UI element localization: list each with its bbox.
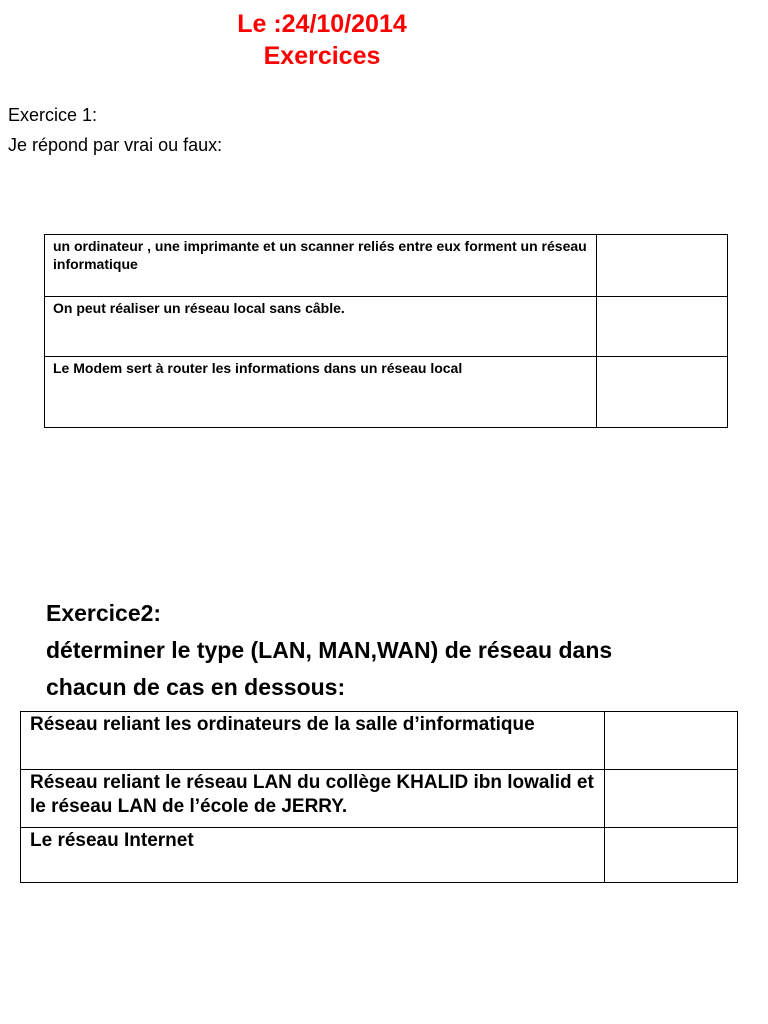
answer-cell[interactable] <box>605 828 738 883</box>
statement-cell: On peut réaliser un réseau local sans câble. <box>45 297 597 357</box>
date-heading: Le :24/10/2014 <box>237 10 407 38</box>
statement-cell: Le Modem sert à router les informations dans un réseau local <box>45 357 597 428</box>
page-title: Exercices <box>263 42 381 70</box>
statement-cell: Réseau reliant les ordinateurs de la salle d’informatique <box>21 712 605 770</box>
exercise2-table <box>20 711 738 883</box>
answer-cell[interactable] <box>605 712 738 770</box>
exercise2-heading <box>46 595 612 706</box>
table-row <box>45 357 728 428</box>
statement-cell: un ordinateur , une imprimante et un scanner reliés entre eux forment un réseau informatique <box>45 235 597 297</box>
exercise1-instruction: Je répond par vrai ou faux: <box>8 135 223 155</box>
table-row <box>21 712 738 770</box>
exercise2-instruction-line2: chacun de cas en dessous: <box>46 674 346 700</box>
exercise2-label: Exercice2: <box>46 600 162 626</box>
page-header <box>0 8 644 72</box>
answer-cell[interactable] <box>597 235 728 297</box>
table-row <box>21 828 738 883</box>
table-row <box>45 235 728 297</box>
statement-cell: Réseau reliant le réseau LAN du collège KHALID ibn lowalid et le réseau LAN de l’école de JERRY. <box>21 770 605 828</box>
answer-cell[interactable] <box>597 297 728 357</box>
exercise2-instruction-line1: déterminer le type (LAN, MAN,WAN) de réseau dans <box>46 637 613 663</box>
exercise1-table <box>44 234 728 428</box>
table-row <box>21 770 738 828</box>
answer-cell[interactable] <box>597 357 728 428</box>
answer-cell[interactable] <box>605 770 738 828</box>
table-row <box>45 297 728 357</box>
exercise1-intro <box>8 100 222 160</box>
statement-cell: Le réseau Internet <box>21 828 605 883</box>
exercise1-label: Exercice 1: <box>8 105 98 125</box>
